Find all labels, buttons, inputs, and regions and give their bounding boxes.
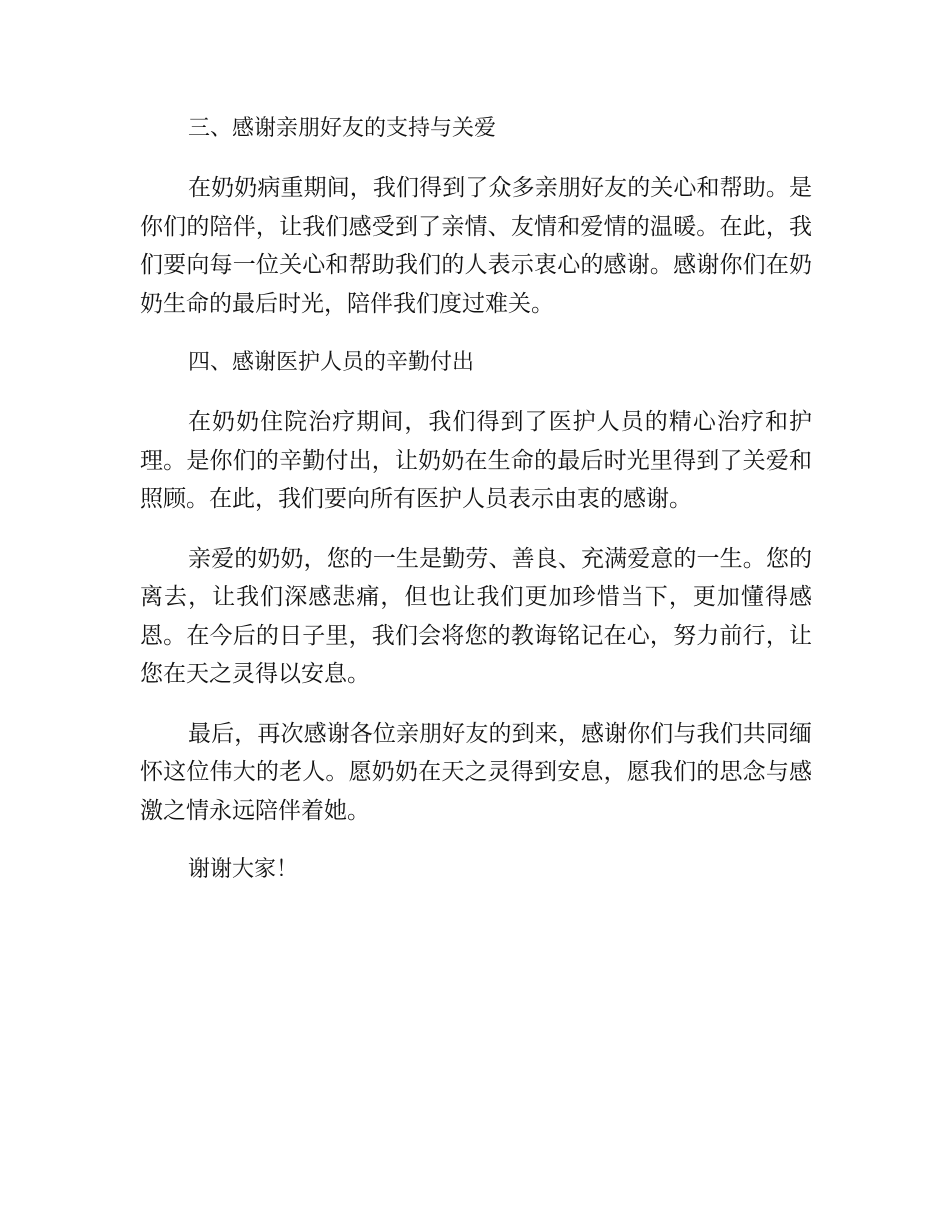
paragraph-thanks-friends: 在奶奶病重期间，我们得到了众多亲朋好友的关心和帮助。是你们的陪伴，让我们感受到了亲情、友情和爱情的温暖。在此，我们要向每一位关心和帮助我们的人表示衷心的感谢。感谢你们在奶奶生命的最后时光，陪伴我们度过难关。: [140, 175, 812, 317]
section-heading-thanks-friends: 三、感谢亲朋好友的支持与关爱: [188, 116, 497, 141]
paragraph-thanks-medical-staff: 在奶奶住院治疗期间，我们得到了医护人员的精心治疗和护理。是你们的辛勤付出，让奶奶在生命的最后时光里得到了关爱和照顾。在此，我们要向所有医护人员表示由衷的感谢。: [140, 409, 812, 512]
paragraph-final-thanks: 最后，再次感谢各位亲朋好友的到来，感谢你们与我们共同缅怀这位伟大的老人。愿奶奶在天之灵得到安息，愿我们的思念与感激之情永远陪伴着她。: [140, 720, 812, 824]
section-heading-thanks-medical-staff: 四、感谢医护人员的辛勤付出: [188, 350, 475, 375]
closing-line: 谢谢大家！: [188, 857, 299, 882]
paragraph-dear-grandma: 亲爱的奶奶，您的一生是勤劳、善良、充满爱意的一生。您的离去，让我们深感悲痛，但也让我们更加珍惜当下，更加懂得感恩。在今后的日子里，我们会将您的教诲铭记在心，努力前行，让您在天之灵得以安息。: [140, 545, 812, 687]
document-body: [140, 110, 812, 889]
